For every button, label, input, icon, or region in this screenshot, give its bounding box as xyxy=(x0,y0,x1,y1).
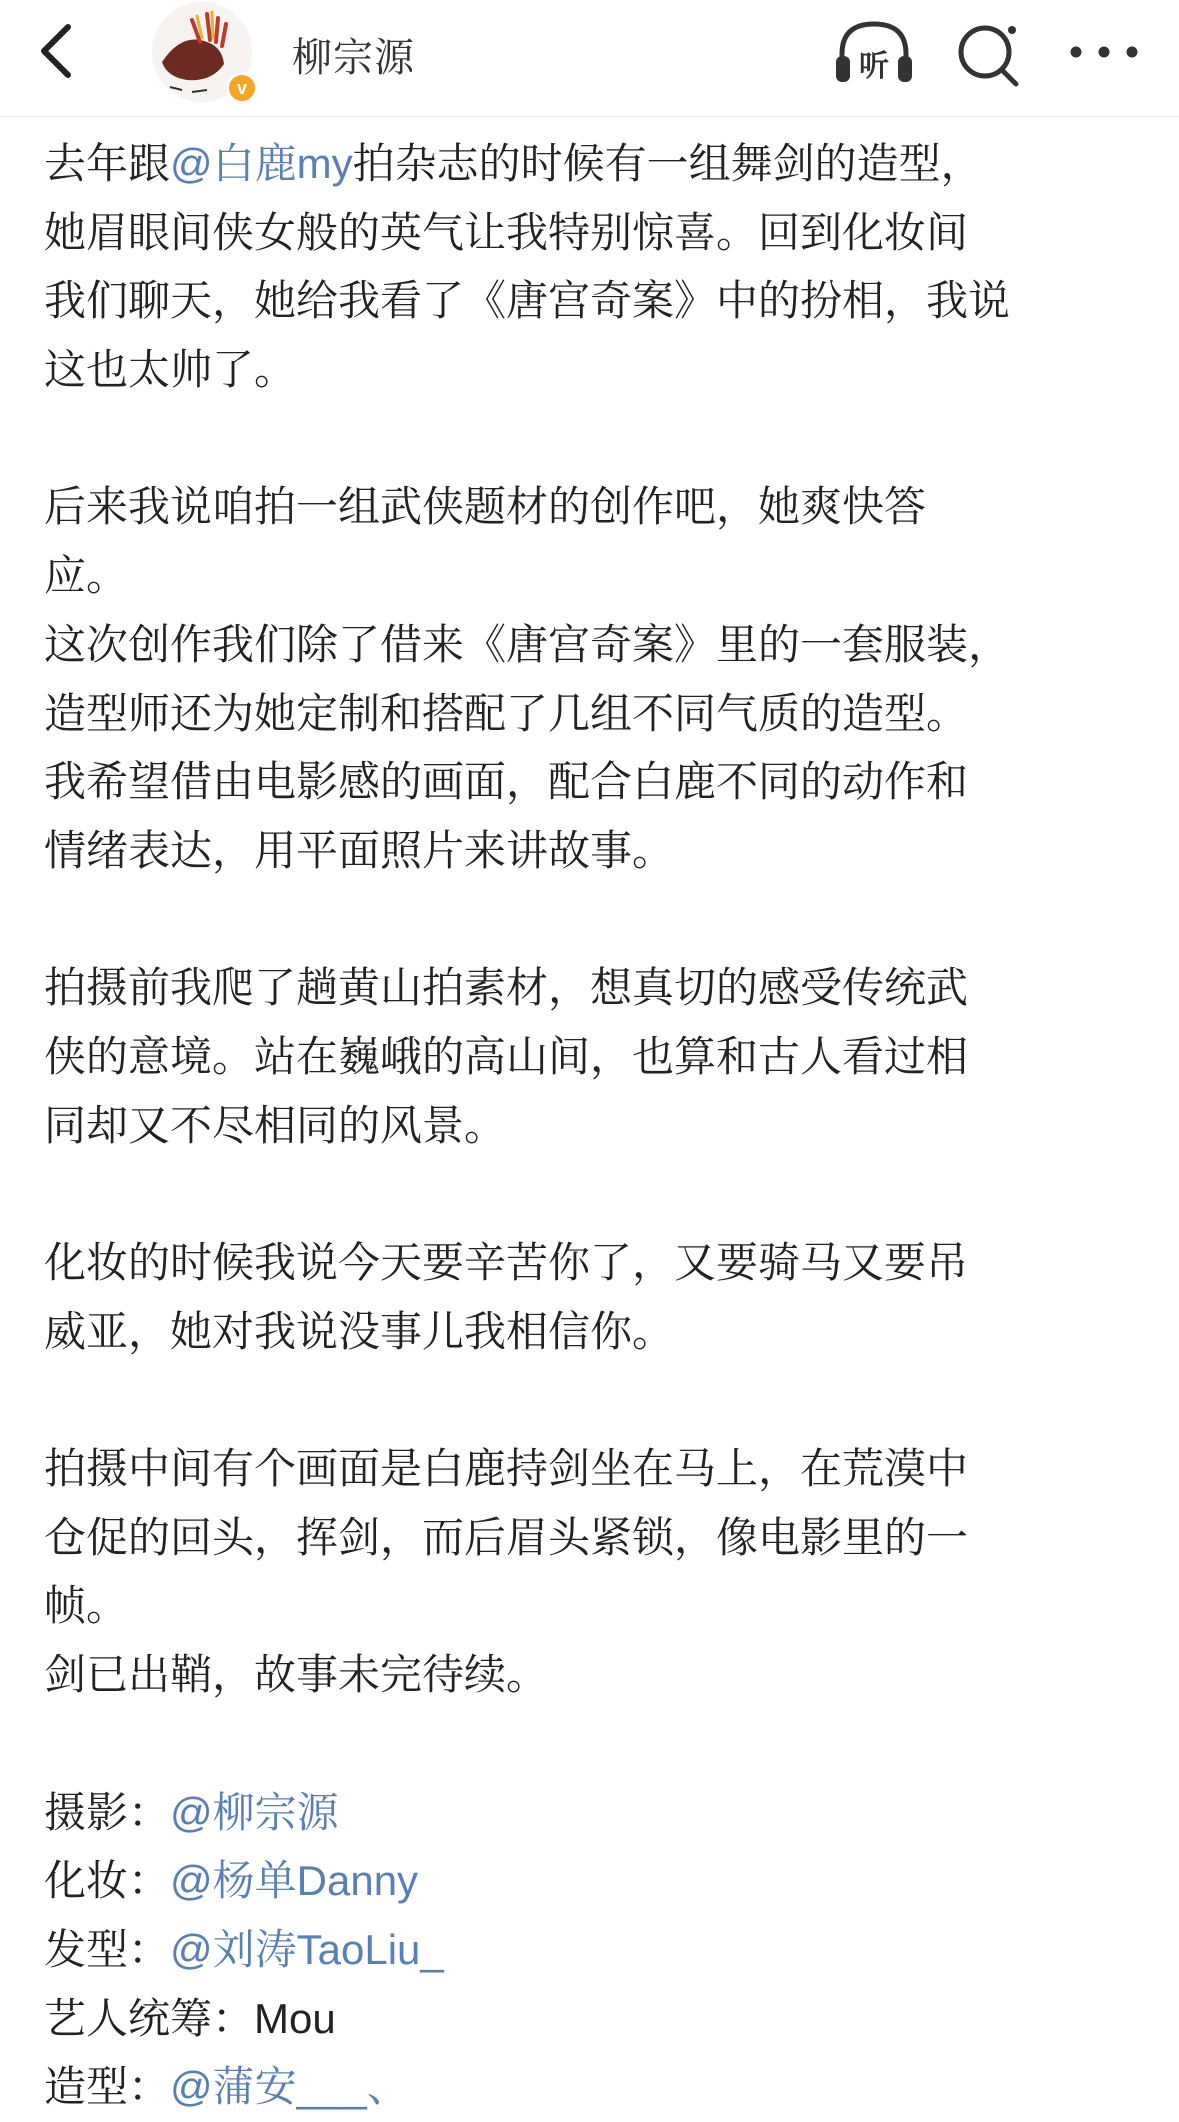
more-options-button[interactable] xyxy=(1066,22,1142,82)
post-line: 仓促的回头，挥剑，而后眉头紧锁，像电影里的一 xyxy=(44,1513,969,1561)
mention-hair-stylist[interactable]: @刘涛TaoLiu_ xyxy=(170,1925,444,1973)
post-line: 造型师还为她定制和搭配了几组不同气质的造型。 xyxy=(44,689,969,737)
credits xyxy=(44,1779,1154,2122)
credit-value: Mou xyxy=(254,1994,336,2042)
post-line: 我希望借由电影感的画面，配合白鹿不同的动作和 xyxy=(44,758,969,806)
blank-line xyxy=(44,1160,1154,1229)
mention-makeup-artist[interactable]: @杨单Danny xyxy=(170,1857,419,1905)
post-line: 剑已出鞘，故事未完待续。 xyxy=(44,1651,549,1699)
avatar-container[interactable] xyxy=(152,2,260,102)
listen-label: 听 xyxy=(859,50,889,83)
mention-bailu[interactable]: @白鹿my xyxy=(170,140,353,187)
credit-styling xyxy=(44,2053,1154,2122)
credit-photography xyxy=(44,1779,1154,1848)
credit-label: 发型： xyxy=(44,1925,171,1973)
post-line: 同却又不尽相同的风景。 xyxy=(44,1101,507,1149)
username[interactable]: 柳宗源 xyxy=(292,36,415,80)
chevron-left-icon xyxy=(36,21,76,81)
post-line: 这次创作我们除了借来《唐宫奇案》里的一套服装， xyxy=(44,620,1011,668)
post-line: 应。 xyxy=(44,552,129,600)
blank-line xyxy=(44,405,1154,474)
blank-line xyxy=(44,886,1154,955)
credit-label: 造型： xyxy=(44,2063,171,2111)
post-line: 这也太帅了。 xyxy=(44,346,297,394)
credit-hair xyxy=(44,1916,1154,1985)
post-line: 我们聊天，她给我看了《唐宫奇案》中的扮相，我说 xyxy=(44,277,1011,325)
post-line: 拍摄中间有个画面是白鹿持剑坐在马上，在荒漠中 xyxy=(44,1445,969,1493)
credit-makeup xyxy=(44,1847,1154,1916)
blank-line xyxy=(44,1366,1154,1435)
post-line: 她眉眼间侠女般的英气让我特别惊喜。回到化妆间 xyxy=(44,208,969,256)
back-button[interactable] xyxy=(26,16,86,86)
top-navigation-bar xyxy=(0,0,1179,117)
mention-photographer[interactable]: @柳宗源 xyxy=(170,1788,339,1836)
listen-button[interactable] xyxy=(832,14,916,94)
post-content xyxy=(44,130,1154,2122)
more-dots-icon xyxy=(1066,22,1142,82)
post-line: 帧。 xyxy=(44,1582,129,1630)
post-line: 化妆的时候我说今天要辛苦你了，又要骑马又要吊 xyxy=(44,1239,969,1286)
post-line: 威亚，她对我说没事儿我相信你。 xyxy=(44,1307,675,1355)
blank-line xyxy=(44,1710,1154,1779)
verified-badge: v xyxy=(226,72,258,104)
post-line: 情绪表达，用平面照片来讲故事。 xyxy=(44,826,675,874)
post-line: 侠的意境。站在巍峨的高山间，也算和古人看过相 xyxy=(44,1032,969,1080)
mention-stylist[interactable]: @蒲安___、 xyxy=(170,2063,409,2111)
search-icon xyxy=(952,14,1026,94)
post-line: 拍摄前我爬了趟黄山拍素材，想真切的感受传统武 xyxy=(44,964,969,1012)
credit-label: 化妆： xyxy=(44,1857,171,1905)
credit-label: 摄影： xyxy=(44,1788,171,1836)
credit-label: 艺人统筹： xyxy=(44,1994,255,2042)
credit-artist-coordination xyxy=(44,1985,1154,2054)
post-line: 后来我说咱拍一组武侠题材的创作吧，她爽快答 xyxy=(44,483,927,531)
post-line: 去年跟@白鹿my拍杂志的时候有一组舞剑的造型， xyxy=(44,140,983,187)
search-button[interactable] xyxy=(952,14,1026,94)
